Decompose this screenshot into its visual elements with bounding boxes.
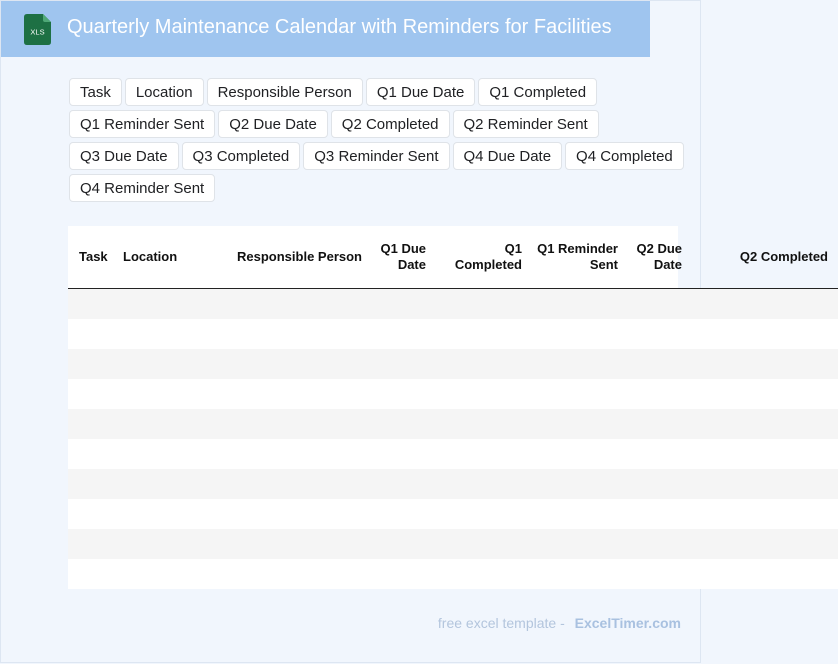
table-cell[interactable]	[202, 409, 372, 439]
table-cell[interactable]	[436, 469, 532, 499]
table-cell[interactable]	[628, 319, 692, 349]
header-bar	[1, 1, 650, 57]
table-cell[interactable]	[628, 349, 692, 379]
table-cell[interactable]	[436, 529, 532, 559]
column-chip[interactable]: Q2 Completed	[331, 110, 450, 138]
table-cell[interactable]	[532, 469, 628, 499]
table-header-row	[68, 226, 838, 288]
table-cell[interactable]	[68, 288, 112, 319]
table-cell[interactable]	[202, 529, 372, 559]
table-cell[interactable]	[436, 559, 532, 589]
table-cell[interactable]	[436, 499, 532, 529]
table-cell[interactable]	[532, 379, 628, 409]
table-cell[interactable]	[372, 559, 436, 589]
table-cell[interactable]	[112, 319, 202, 349]
table-cell[interactable]	[628, 529, 692, 559]
table-cell[interactable]	[692, 559, 838, 589]
table-cell[interactable]	[692, 349, 838, 379]
table-row	[68, 499, 838, 529]
table-cell[interactable]	[202, 469, 372, 499]
table-cell[interactable]	[68, 379, 112, 409]
table-cell[interactable]	[112, 288, 202, 319]
table-cell[interactable]	[202, 439, 372, 469]
table-cell[interactable]	[692, 319, 838, 349]
excel-file-icon	[24, 14, 51, 45]
table-cell[interactable]	[68, 349, 112, 379]
table-cell[interactable]	[628, 288, 692, 319]
column-chip-list	[69, 78, 695, 202]
table-cell[interactable]	[202, 559, 372, 589]
column-header[interactable]: Q2 Completed	[692, 226, 838, 288]
table-cell[interactable]	[692, 288, 838, 319]
column-chip[interactable]: Q4 Completed	[565, 142, 684, 170]
column-chip[interactable]: Q1 Reminder Sent	[69, 110, 215, 138]
column-chip[interactable]: Q2 Reminder Sent	[453, 110, 599, 138]
table-row	[68, 349, 838, 379]
column-header[interactable]: Q1 Due Date	[372, 226, 436, 288]
table-cell[interactable]	[628, 559, 692, 589]
table-cell[interactable]	[692, 439, 838, 469]
table-cell[interactable]	[436, 439, 532, 469]
data-table-container	[68, 226, 828, 589]
table-cell[interactable]	[532, 319, 628, 349]
table-cell[interactable]	[692, 529, 838, 559]
table-cell[interactable]	[532, 349, 628, 379]
table-cell[interactable]	[372, 349, 436, 379]
table-cell[interactable]	[532, 499, 628, 529]
table-cell[interactable]	[68, 409, 112, 439]
table-cell[interactable]	[372, 319, 436, 349]
column-header[interactable]: Q1 Reminder Sent	[532, 226, 628, 288]
table-cell[interactable]	[68, 319, 112, 349]
table-cell[interactable]	[372, 439, 436, 469]
table-cell[interactable]	[202, 379, 372, 409]
table-cell[interactable]	[202, 349, 372, 379]
table-row	[68, 319, 838, 349]
table-cell[interactable]	[202, 499, 372, 529]
table-cell[interactable]	[372, 379, 436, 409]
column-header[interactable]: Responsible Person	[202, 226, 372, 288]
table-cell[interactable]	[628, 409, 692, 439]
table-cell[interactable]	[372, 288, 436, 319]
table-row	[68, 439, 838, 469]
column-chip[interactable]: Q3 Due Date	[69, 142, 179, 170]
column-header[interactable]: Location	[112, 226, 202, 288]
column-chip[interactable]: Q3 Completed	[182, 142, 301, 170]
table-cell[interactable]	[532, 288, 628, 319]
column-chip[interactable]: Location	[125, 78, 204, 106]
column-chip[interactable]: Q1 Completed	[478, 78, 597, 106]
footer	[438, 615, 681, 631]
table-cell[interactable]	[436, 288, 532, 319]
data-table	[68, 226, 838, 589]
table-cell[interactable]	[202, 288, 372, 319]
table-cell[interactable]	[692, 409, 838, 439]
table-cell[interactable]	[372, 529, 436, 559]
column-chip[interactable]: Q3 Reminder Sent	[303, 142, 449, 170]
table-cell[interactable]	[112, 529, 202, 559]
table-cell[interactable]	[436, 319, 532, 349]
table-cell[interactable]	[532, 559, 628, 589]
table-cell[interactable]	[436, 349, 532, 379]
column-header[interactable]: Q2 Due Date	[628, 226, 692, 288]
column-chip[interactable]: Responsible Person	[207, 78, 363, 106]
column-header[interactable]: Task	[68, 226, 112, 288]
table-cell[interactable]	[532, 409, 628, 439]
table-cell[interactable]	[628, 499, 692, 529]
file-icon-label: XLS	[30, 27, 45, 37]
table-row	[68, 529, 838, 559]
table-cell[interactable]	[692, 379, 838, 409]
table-cell[interactable]	[436, 379, 532, 409]
table-cell[interactable]	[628, 379, 692, 409]
table-cell[interactable]	[436, 409, 532, 439]
table-row	[68, 559, 838, 589]
column-chip[interactable]: Q2 Due Date	[218, 110, 328, 138]
footer-text: free excel template -	[437, 615, 565, 631]
table-cell[interactable]	[112, 499, 202, 529]
table-cell[interactable]	[372, 499, 436, 529]
column-chip[interactable]: Q4 Reminder Sent	[69, 174, 215, 202]
table-cell[interactable]	[372, 409, 436, 439]
column-chip[interactable]: Q4 Due Date	[453, 142, 563, 170]
table-cell[interactable]	[372, 469, 436, 499]
table-cell[interactable]	[202, 319, 372, 349]
footer-brand-link[interactable]: ExcelTimer.com	[574, 615, 681, 631]
table-cell[interactable]	[68, 499, 112, 529]
table-cell[interactable]	[112, 349, 202, 379]
table-cell[interactable]	[692, 469, 838, 499]
table-cell[interactable]	[68, 469, 112, 499]
table-row	[68, 469, 838, 499]
table-cell[interactable]	[628, 469, 692, 499]
page-title: Quarterly Maintenance Calendar with Reminders for Facilities	[67, 16, 612, 38]
table-cell[interactable]	[112, 559, 202, 589]
table-cell[interactable]	[112, 469, 202, 499]
table-cell[interactable]	[68, 559, 112, 589]
table-cell[interactable]	[112, 379, 202, 409]
table-cell[interactable]	[68, 439, 112, 469]
table-cell[interactable]	[692, 499, 838, 529]
table-body	[68, 288, 838, 589]
table-row	[68, 379, 838, 409]
table-cell[interactable]	[532, 439, 628, 469]
table-cell[interactable]	[628, 439, 692, 469]
column-chip[interactable]: Q1 Due Date	[366, 78, 476, 106]
table-cell[interactable]	[532, 529, 628, 559]
table-row	[68, 288, 838, 319]
column-chip[interactable]: Task	[69, 78, 122, 106]
table-cell[interactable]	[112, 409, 202, 439]
table-cell[interactable]	[68, 529, 112, 559]
column-header[interactable]: Q1 Completed	[436, 226, 532, 288]
table-row	[68, 409, 838, 439]
table-cell[interactable]	[112, 439, 202, 469]
